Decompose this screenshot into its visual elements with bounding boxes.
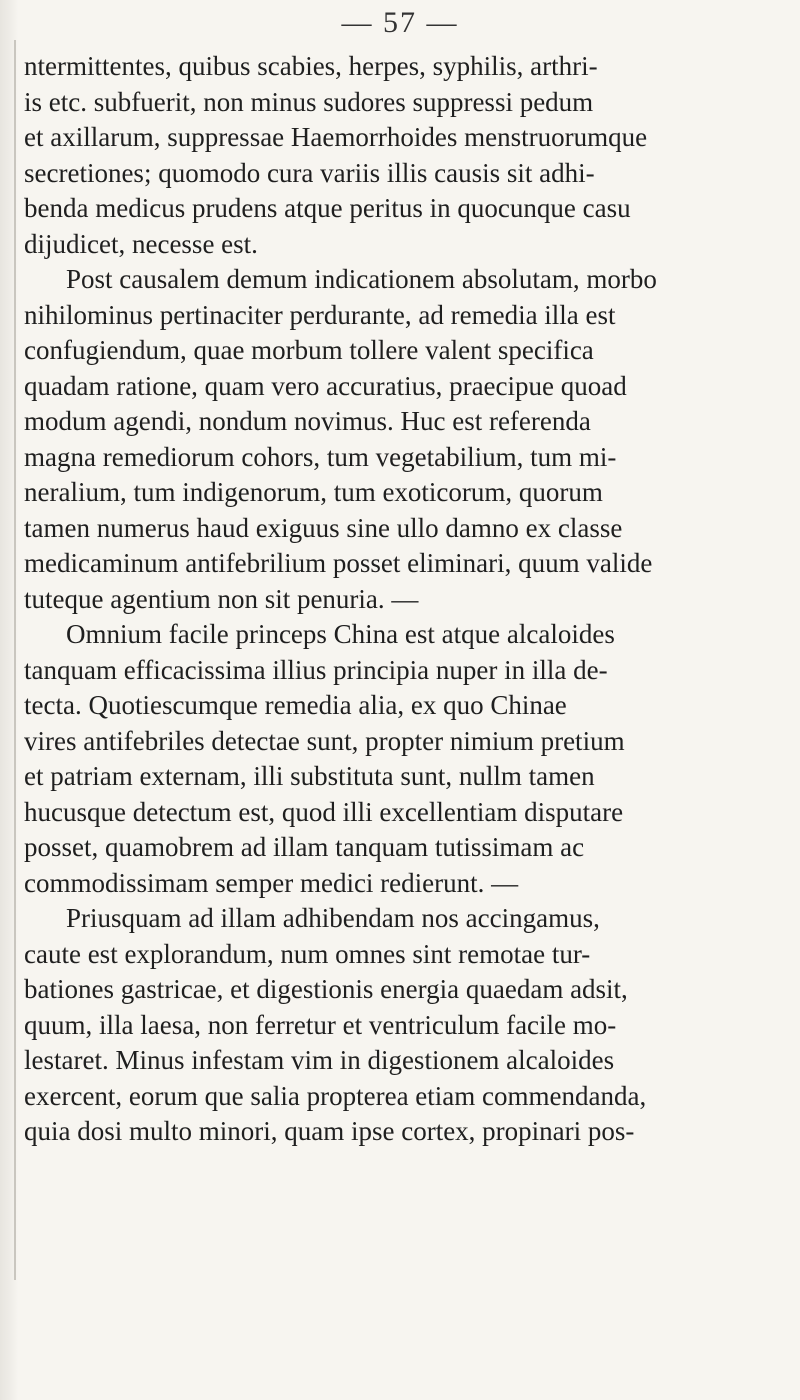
text-line: tuteque agentium non sit penuria. — <box>24 583 419 614</box>
text-line: quia dosi multo minori, quam ipse cortex, propinari pos- <box>24 1116 635 1146</box>
binding-edge <box>14 40 16 1280</box>
text-line: caute est explorandum, num omnes sint remotae tur- <box>24 938 591 969</box>
text-line: neralium, tum indigenorum, tum exoticorum, quorum <box>24 477 603 507</box>
text-line: tamen numerus haud exiguus sine ullo damno ex classe <box>24 512 623 543</box>
text-line: secretiones; quomodo cura variis illis causis sit adhi- <box>24 157 595 188</box>
text-line: tecta. Quotiescumque remedia alia, ex quo Chinae <box>24 690 567 720</box>
text-line: ntermittentes, quibus scabies, herpes, syphilis, arthri- <box>24 51 598 81</box>
text-line: Omnium facile princeps China est atque alcaloides <box>66 619 615 649</box>
text-line: et axillarum, suppressae Haemorrhoides menstruorumque <box>24 122 648 152</box>
text-line: exercent, eorum que salia propterea etiam commendanda, <box>24 1080 647 1111</box>
text-line: is etc. subfuerit, non minus sudores suppressi pedum <box>24 86 594 117</box>
text-line: et patriam externam, illi substituta sunt, nullm tamen <box>24 761 595 791</box>
text-line: quadam ratione, quam vero accuratius, praecipue quoad <box>24 370 627 401</box>
text-line: commodissimam semper medici redierunt. — <box>24 867 519 898</box>
page-number: — 57 — <box>341 6 459 39</box>
text-line: medicaminum antifebrilium posset eliminari, quum valide <box>24 548 653 578</box>
text-line: tanquam efficacissima illius principia nuper in illa de- <box>24 654 608 685</box>
text-line: dijudicet, necesse est. <box>24 228 258 259</box>
text-line: hucusque detectum est, quod illi excellentiam disputare <box>24 796 624 827</box>
text-line: posset, quamobrem ad illam tanquam tutissimam ac <box>24 832 585 862</box>
text-line: quum, illa laesa, non ferretur et ventriculum facile mo- <box>24 1009 617 1040</box>
text-line: bationes gastricae, et digestionis energia quaedam adsit, <box>24 974 628 1004</box>
text-line: Priusquam ad illam adhibendam nos accingamus, <box>66 903 600 933</box>
text-line: confugiendum, quae morbum tollere valent specifica <box>24 335 594 365</box>
text-line: nihilominus pertinaciter perdurante, ad remedia illa est <box>24 299 616 330</box>
text-line: modum agendi, nondum novimus. Huc est referenda <box>24 406 591 436</box>
text-line: Post causalem demum indicationem absolutam, morbo <box>66 264 657 294</box>
text-line: magna remediorum cohors, tum vegetabilium, tum mi- <box>24 441 617 472</box>
text-line: vires antifebriles detectae sunt, propter nimium pretium <box>24 725 625 756</box>
body-text <box>24 49 724 1150</box>
text-line: benda medicus prudens atque peritus in quocunque casu <box>24 193 631 223</box>
text-line: lestaret. Minus infestam vim in digestionem alcaloides <box>24 1045 615 1075</box>
